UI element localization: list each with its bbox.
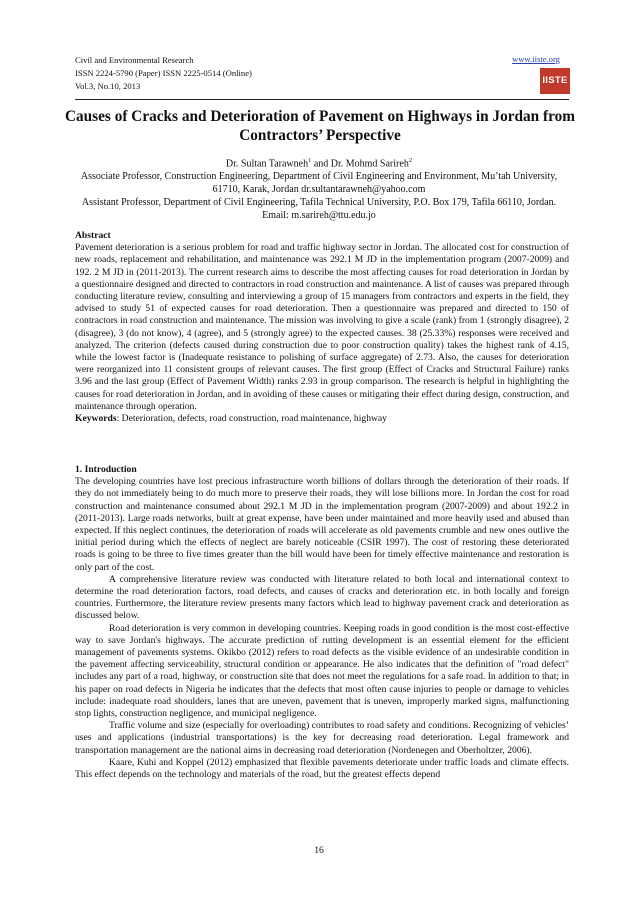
intro-paragraph-1: The developing countries have lost precious infrastructure worth billions of dollars through the deterioration of their roads. If they do not immediately being to do much more to preserve their roads, they will lose billions more. In Jordan the cost for road construction and maintenance consumed about 292.1 M JD in the implementation program (2007-2009) and about 192.2 in (2011-2013). Large roads networks, built at great expense, have been under maintained and more heavily used and abused than expected. If this neglect continues, the deterioration of roads will accelerate as old pavements crumble and new ones outlive the initial period during which the effects of neglect are barely noticeable (CSIR 1997). The cost of restoring these deteriorated roads is going to be three to five times greater than the bill would have been for timely effective maintenance and restoration is only part of the cost. — [75, 476, 569, 573]
author-1: Dr. Sultan Tarawneh — [225, 158, 309, 170]
journal-volume: Vol.3, No.10, 2013 — [75, 81, 141, 91]
intro-heading: 1. Introduction — [75, 464, 137, 475]
page-number: 16 — [314, 845, 324, 856]
keywords-label: Keywords — [75, 413, 117, 425]
keywords-line — [75, 413, 569, 425]
affiliation-2: Assistant Professor, Department of Civil Engineering, Tafila Technical University, P.O. Box 179, Tafila 66110, Jordan. Email: m.sarireh@ttu.edu.jo — [81, 197, 557, 222]
journal-header — [75, 54, 252, 93]
author-2-sup: 2 — [408, 157, 413, 164]
header-divider — [75, 99, 569, 100]
introduction-section — [75, 464, 569, 781]
iiste-logo: IISTE — [540, 68, 570, 94]
journal-name: Civil and Environmental Research — [75, 55, 194, 65]
intro-paragraph-4: Traffic volume and size (especially for overloading) contributes to road safety and conditions. Recognizing of vehicles’ uses and applications (industrial transportations) is the key for decreasing road deterioration. Legal framework and transportation management are the national aims in decreasing road deterioration (Nordenegen and Oberholtzer, 2006). — [75, 720, 569, 756]
journal-url-link[interactable]: www.iiste.org — [512, 54, 560, 64]
intro-paragraph-5: Kaare, Kuhi and Koppel (2012) emphasized that flexible pavements deteriorate under traffic loads and climate effects. This effect depends on the technology and materials of the road, but the greatest effects depend — [75, 756, 569, 781]
paper-title: Causes of Cracks and Deterioration of Pavement on Highways in Jordan from Contractors’ Perspective — [64, 108, 576, 144]
author-names — [68, 154, 570, 170]
affiliation-1: Associate Professor, Construction Engineering, Department of Civil Engineering and Environment, Mu’tah University, 61710, Karak, Jordan dr.sultantarawneh@yahoo.com — [80, 171, 558, 196]
intro-paragraph-2: A comprehensive literature review was conducted with literature related to both local and international context to determine the road deterioration factors, road defects, and causes of cracks and deterioration etc. in both locally and foreign countries. Furthermore, the literature review presents many factors which lead to highway pavement crack and deterioration as discussed below. — [75, 573, 569, 622]
author-1-sup: 1 — [308, 157, 312, 164]
abstract-heading: Abstract — [75, 230, 111, 241]
abstract-text: Pavement deterioration is a serious problem for road and traffic highway sector in Jordan. The allocated cost for construction of new roads, replacement and rehabilitation, and maintenance was 292.1 M JD in the implementation program (2007-2009) and 192. 2 M JD in (2011-2013). The current research aims to describe the most affecting causes for road deterioration in Jordan by a questionnaire designed and directed to contractors in road construction and maintenance. A list of causes was prepared through conducting literature review, consulting and interviewing a group of 15 managers from contractors and experts in the field, they advised to study 51 of expected causes for road deterioration. Then a questionnaire was prepared and directed to 150 of contractors in road construction and maintenance. The mission was involving to give a scale (rank) from 1 (strongly disagree), 2 (disagree), 3 (do not know), 4 (agree), and 5 (strongly agree) to the expected causes. 38 (25.33%) responses were received and analyzed. The criterion (defects caused during construction due to poor construction quality) takes the highest rank of 4.15, while the lowest factor is (Inadequate resistance to polishing of surface aggregate) of 2.73. Also, the causes for deterioration were reorganized into 11 consistent groups of relevant causes. The first group (Effect of Cracks and Structural Failure) ranks 3.96 and the last group (Effect of Pavement Width) ranks 2.93 in group comparison. The research is helpful in highlighting the causes for road deterioration in Jordan, and in avoiding of these causes or mitigating their effect during design, construction, and maintenance through operation. — [75, 242, 569, 412]
author-2: and Dr. Mohmd Sarireh — [311, 158, 409, 170]
journal-issn: ISSN 2224-5790 (Paper) ISSN 2225-0514 (Online) — [75, 68, 252, 78]
authors-block — [68, 154, 570, 222]
keywords-text: : Deterioration, defects, road construction, road maintenance, highway — [116, 413, 387, 425]
intro-paragraph-3: Road deterioration is very common in developing countries. Keeping roads in good condition is the most cost-effective way to save Jordan's highways. The accurate prediction of rutting development is an essential element for the efficient management of pavements systems. Okikbo (2012) refers to road defects as the visible evidence of an undesirable condition in the pavement affecting serviceability, structural condition or appearance. He also indicates that the definition of "road defect" includes any part of a road, highway, or construction site that does not meet the regulations for a safe road. In addition to that; in his paper on road defects in Nigeria he indicates that the defects that most often cause injuries to people or damage to vehicles include: inadequate road shoulders, lanes that are uneven, pavement that is uneven, improperly marked signs, malfunctioning stop lights, construction negligence, and municipal negligence. — [75, 622, 569, 720]
abstract-section — [75, 230, 569, 425]
